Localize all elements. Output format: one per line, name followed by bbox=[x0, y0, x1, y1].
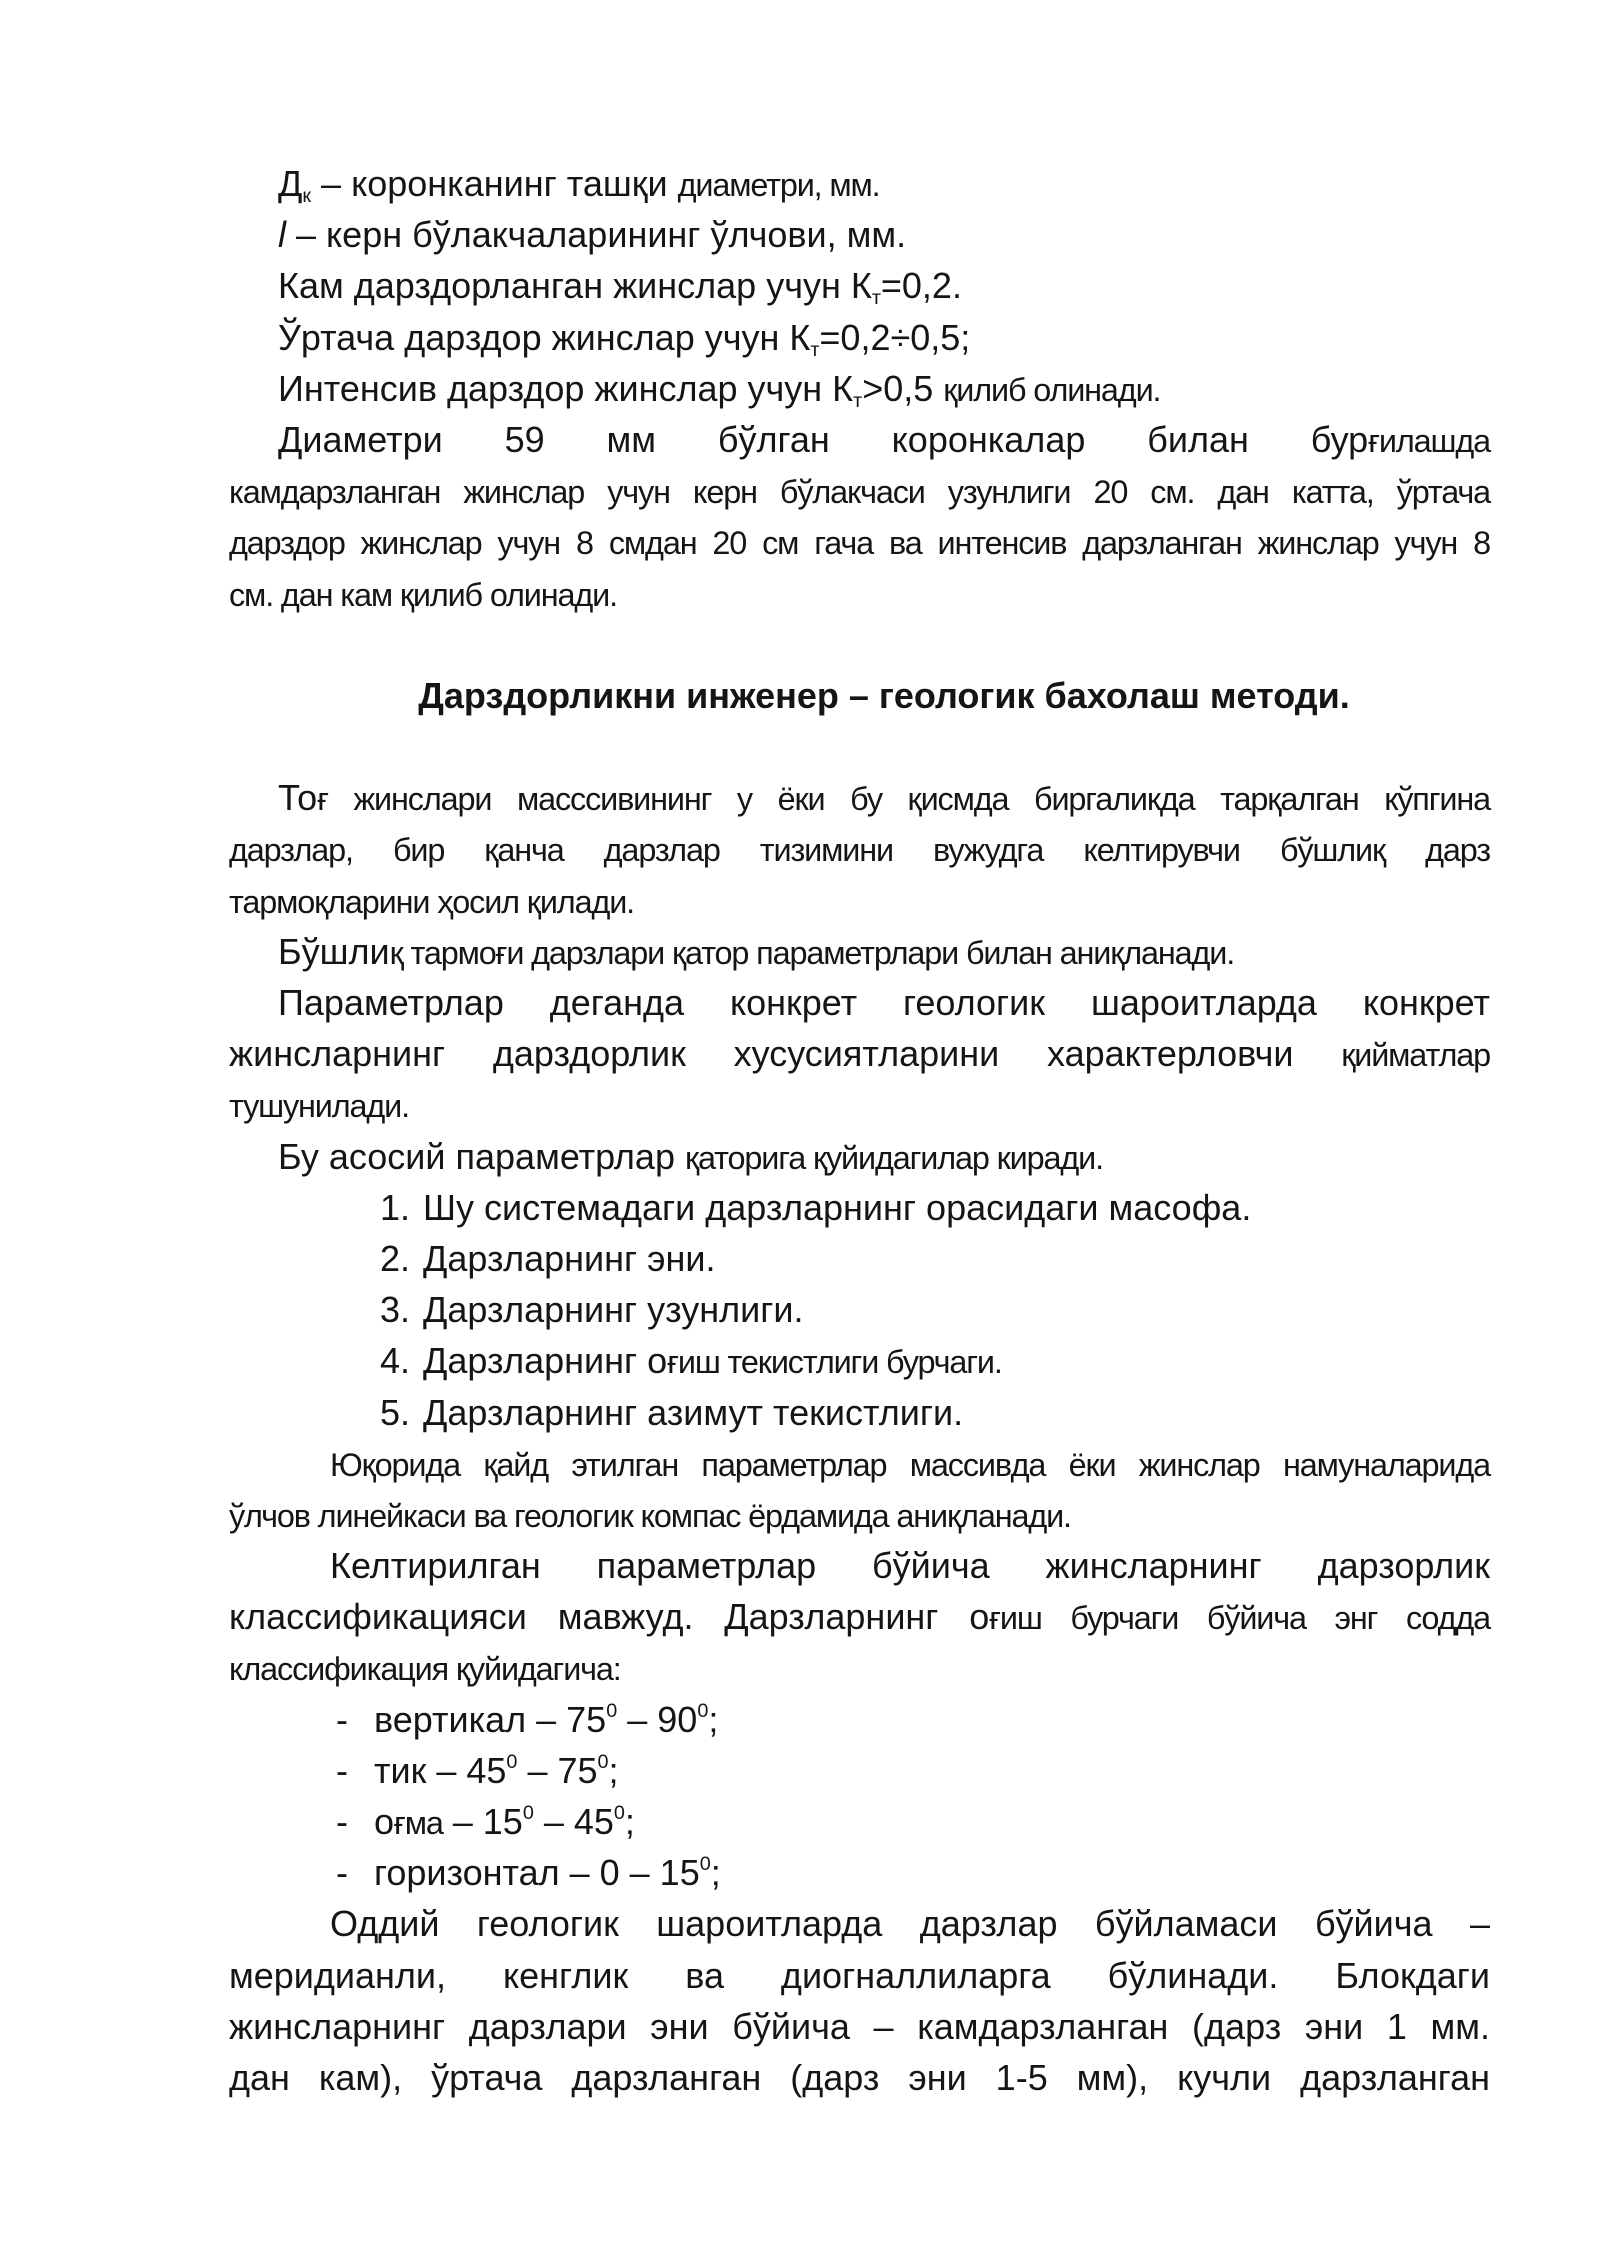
text-run: ғма bbox=[394, 1805, 443, 1841]
parameters-numbered-list bbox=[229, 1182, 1490, 1438]
text-run: дан кам), ўртача дарзланган (дарз эни 1-5 мм), кучли дарзланган bbox=[229, 2056, 1490, 2098]
text-run: ғиш бурчаги бўйича энг содда bbox=[989, 1600, 1491, 1637]
text-line bbox=[229, 875, 1490, 926]
text-run: Диаметри 59 мм бўлган коронкалар билан бур bbox=[278, 418, 1369, 460]
text-run: ; bbox=[708, 1698, 719, 1740]
text-run: – керн бўлакчаларининг ўлчови, мм. bbox=[286, 214, 907, 256]
text-line bbox=[229, 926, 1490, 977]
text-line bbox=[229, 772, 1490, 823]
coefficient-medium-fracture bbox=[229, 312, 1490, 363]
degree-superscript: 0 bbox=[522, 1802, 534, 1825]
paragraph-measurement bbox=[229, 1438, 1490, 1540]
definition-outer-diameter bbox=[229, 158, 1490, 209]
list-item bbox=[229, 1847, 1490, 1898]
list-item bbox=[229, 1233, 1490, 1284]
degree-superscript: 0 bbox=[606, 1699, 618, 1722]
text-run: Бўшли bbox=[278, 930, 390, 972]
text-line bbox=[229, 516, 1490, 567]
text-line bbox=[229, 1028, 1490, 1079]
text-run: дарзлар, бир қанча дарзлар тизимини вужудга келтирувчи бўшлиқ дарз bbox=[229, 832, 1490, 869]
text-run: Дарзларнинг эни. bbox=[423, 1237, 716, 1279]
text-run: горизонтал – 0 – 15 bbox=[374, 1852, 700, 1894]
list-item-text bbox=[423, 1392, 963, 1433]
degree-superscript: 0 bbox=[613, 1802, 625, 1825]
list-item bbox=[229, 1745, 1490, 1796]
text-run: Бу асосий параметрлар bbox=[278, 1135, 685, 1177]
text-run: жинсларнинг дарзлари эни бўйича – камдарзланган (дарз эни 1 мм. bbox=[229, 2005, 1490, 2047]
subscript: к bbox=[302, 184, 312, 207]
degree-superscript: 0 bbox=[699, 1853, 711, 1876]
text-line bbox=[229, 1438, 1490, 1489]
text-run: классификация қуйидагича: bbox=[229, 1651, 621, 1688]
subscript: т bbox=[810, 338, 820, 361]
text-run: ғ жинслари масссивининг у ёки бу қисмда биргаликда тарқалган кўпгина bbox=[317, 781, 1490, 818]
text-line bbox=[229, 1950, 1490, 2001]
list-item bbox=[229, 1694, 1490, 1745]
degree-superscript: 0 bbox=[597, 1750, 609, 1773]
text-run: қ тармоғи дарзлари қатор параметрлари билан аниқланади. bbox=[389, 934, 1235, 971]
definition-core-piece-size bbox=[229, 209, 1490, 260]
list-item bbox=[229, 1182, 1490, 1233]
subscript: т bbox=[871, 287, 881, 310]
text-run: классификацияси мавжуд. Дарзларнинг о bbox=[229, 1596, 990, 1638]
list-number: 5. bbox=[380, 1391, 411, 1433]
text-run: Келтирилган параметрлар бўйича жинсларнинг дарзорлик bbox=[330, 1545, 1490, 1587]
paragraph-main-parameters bbox=[229, 1131, 1490, 1182]
text-run: – 75 bbox=[517, 1749, 598, 1791]
text-run: – 15 bbox=[442, 1801, 523, 1842]
paragraph-fracture-orientation bbox=[229, 1898, 1490, 2103]
text-run: дарздор жинслар учун 8 смдан 20 см гача ва интенсив дарзланган жинслар учун 8 bbox=[229, 525, 1490, 562]
paragraph-fracture-network bbox=[229, 772, 1490, 926]
section-heading: Дарздорликни инженер – геологик бахолаш методи. bbox=[418, 674, 1350, 716]
list-item-text bbox=[423, 1187, 1251, 1228]
text-line bbox=[229, 465, 1490, 516]
paragraph-parameters-definition bbox=[229, 977, 1490, 1131]
text-run: жинсларнинг дарздорлик хусусиятларини характерловчи bbox=[229, 1033, 1342, 1075]
text-line bbox=[229, 1591, 1490, 1642]
text-run: – 90 bbox=[617, 1698, 698, 1740]
paragraph-classification bbox=[229, 1540, 1490, 1694]
degree-superscript: 0 bbox=[506, 1750, 518, 1773]
text-run: =0,2. bbox=[880, 265, 962, 307]
text-run: Юқорида қайд этилган параметрлар массивда ёки жинслар намуналарида bbox=[330, 1446, 1490, 1483]
list-item-text bbox=[423, 1238, 716, 1279]
list-item bbox=[229, 1335, 1490, 1386]
text-run: Дарзларнинг азимут текистлиги. bbox=[423, 1391, 964, 1433]
text-run: о bbox=[374, 1801, 395, 1842]
text-run: Оддий геологик шароитларда дарзлар бўйламаси бўйича – bbox=[330, 1903, 1490, 1945]
text-run: То bbox=[278, 777, 318, 819]
text-run: Дарзларнинг узунлиги. bbox=[423, 1289, 804, 1331]
list-item bbox=[229, 1284, 1490, 1335]
list-item-text bbox=[374, 1801, 635, 1842]
text-line bbox=[229, 1898, 1490, 1949]
text-line bbox=[229, 1540, 1490, 1591]
list-number: 1. bbox=[380, 1186, 411, 1228]
text-run: Параметрлар деганда конкрет геологик шароитларда конкрет bbox=[278, 982, 1490, 1023]
text-line bbox=[229, 2052, 1490, 2103]
degree-superscript: 0 bbox=[697, 1699, 709, 1722]
text-run: қийматлар bbox=[1341, 1037, 1490, 1074]
text-run: см. дан кам қилиб олинади. bbox=[229, 576, 617, 613]
text-run: Д bbox=[278, 163, 303, 204]
text-line bbox=[229, 977, 1490, 1028]
text-run: ғиш текистлиги бурчаги. bbox=[667, 1344, 1002, 1381]
list-item-text bbox=[374, 1750, 619, 1791]
variable-symbol: l bbox=[278, 214, 286, 256]
text-run: тармоқларини ҳосил қилади. bbox=[229, 883, 635, 920]
list-item-text bbox=[423, 1289, 804, 1330]
text-run: Дарзларнинг о bbox=[423, 1340, 668, 1382]
list-dash: - bbox=[336, 1749, 348, 1791]
text-run: вертикал – 75 bbox=[374, 1698, 607, 1740]
list-item-text bbox=[374, 1699, 718, 1740]
coefficient-intensive-fracture bbox=[229, 363, 1490, 414]
list-number: 4. bbox=[380, 1340, 411, 1382]
dip-angle-dash-list bbox=[229, 1694, 1490, 1899]
text-run: >0,5 bbox=[862, 367, 944, 409]
text-line bbox=[229, 2001, 1490, 2052]
text-run: =0,2÷0,5; bbox=[819, 316, 971, 358]
text-run: Интенсив дарздор жинслар учун К bbox=[278, 367, 854, 409]
text-run: – коронканинг ташқи bbox=[311, 163, 678, 204]
text-run: қаторига қуйидагилар киради. bbox=[684, 1139, 1103, 1176]
text-run: қилиб олинади. bbox=[943, 371, 1161, 408]
text-run: – 45 bbox=[533, 1801, 614, 1842]
subscript: т bbox=[853, 389, 863, 412]
text-run: ; bbox=[608, 1749, 619, 1791]
list-item-text bbox=[374, 1852, 721, 1893]
text-run: ; bbox=[710, 1852, 721, 1894]
text-line bbox=[229, 1489, 1490, 1540]
coefficient-low-fracture bbox=[229, 260, 1490, 311]
text-line bbox=[229, 414, 1490, 465]
list-number: 2. bbox=[380, 1237, 411, 1279]
text-line bbox=[229, 1131, 1490, 1182]
paragraph-network-parameters bbox=[229, 926, 1490, 977]
text-run: диаметри, мм. bbox=[677, 167, 880, 203]
list-item bbox=[229, 1796, 1490, 1847]
list-dash: - bbox=[336, 1852, 348, 1894]
list-item bbox=[229, 1387, 1490, 1438]
list-number: 3. bbox=[380, 1289, 411, 1331]
text-line bbox=[229, 1079, 1490, 1130]
text-run: тик – 45 bbox=[374, 1749, 507, 1791]
list-dash: - bbox=[336, 1698, 348, 1740]
text-run: Шу системадаги дарзларнинг орасидаги масофа. bbox=[423, 1186, 1252, 1228]
text-line bbox=[229, 823, 1490, 874]
page-body bbox=[229, 158, 1490, 2103]
text-line bbox=[229, 1642, 1490, 1693]
list-dash: - bbox=[336, 1801, 348, 1842]
paragraph-core-length bbox=[229, 414, 1490, 619]
text-run: тушунилади. bbox=[229, 1088, 409, 1125]
list-item-text bbox=[423, 1340, 1002, 1381]
text-run: Кам дарздорланган жинслар учун К bbox=[278, 265, 872, 307]
text-run: ўлчов линейкаси ва геологик компас ёрдамида аниқланади. bbox=[229, 1497, 1071, 1534]
text-run: ; bbox=[624, 1801, 635, 1842]
text-run: камдарзланган жинслар учун керн бўлакчаси узунлиги 20 см. дан катта, ўртача bbox=[229, 474, 1490, 511]
text-run: меридианли, кенглик ва диогналлиларга бўлинади. Блокдаги bbox=[229, 1954, 1490, 1996]
text-run: ғилашда bbox=[1368, 422, 1490, 459]
text-run: Ўртача дарздор жинслар учун К bbox=[278, 316, 811, 358]
text-line bbox=[229, 568, 1490, 619]
